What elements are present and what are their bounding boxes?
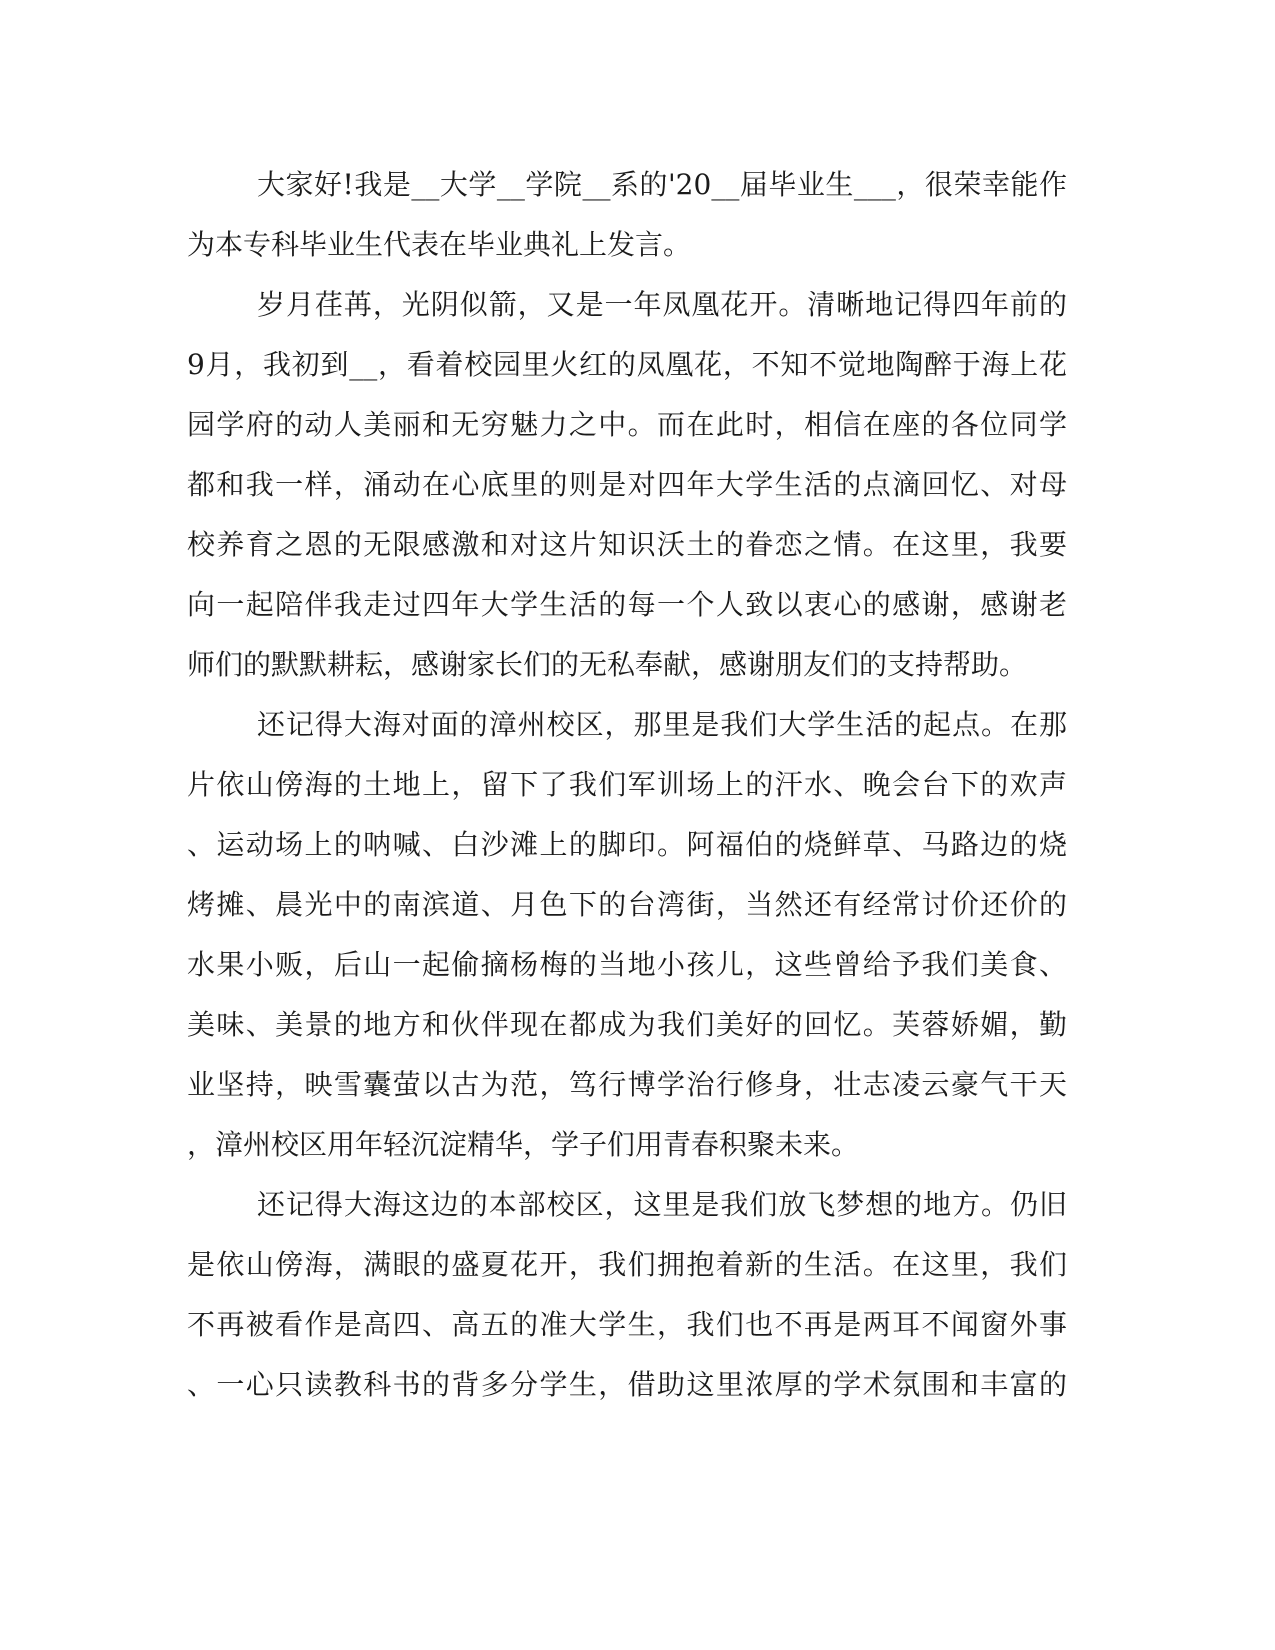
- paragraph-3-line-4: 烤摊、晨光中的南滨道、月色下的台湾街，当然还有经常讨价还价的: [187, 888, 1067, 921]
- body-text: [187, 155, 1067, 1415]
- paragraph-2-line-2: 9月，我初到__，看着校园里火红的凤凰花，不知不觉地陶醉于海上花: [187, 348, 1067, 381]
- paragraph-2-line-3: 园学府的动人美丽和无穷魅力之中。而在此时，相信在座的各位同学: [187, 408, 1067, 441]
- paragraph-2-line-1: 岁月荏苒，光阴似箭，又是一年凤凰花开。清晰地记得四年前的: [257, 288, 1067, 321]
- paragraph-4-line-1: 还记得大海这边的本部校区，这里是我们放飞梦想的地方。仍旧: [257, 1188, 1067, 1221]
- paragraph-1-line-2: 为本专科毕业生代表在毕业典礼上发言。: [187, 228, 692, 261]
- paragraph-3-line-6: 美味、美景的地方和伙伴现在都成为我们美好的回忆。芙蓉娇媚，勤: [187, 1008, 1067, 1041]
- paragraph-4-line-3: 不再被看作是高四、高五的准大学生，我们也不再是两耳不闻窗外事: [187, 1308, 1067, 1341]
- paragraph-2-line-7: 师们的默默耕耘，感谢家长们的无私奉献，感谢朋友们的支持帮助。: [187, 648, 1028, 681]
- paragraph-3-line-7: 业坚持，映雪囊萤以古为范，笃行博学治行修身，壮志凌云豪气干天: [187, 1068, 1067, 1101]
- paragraph-3-line-8: ，漳州校区用年轻沉淀精华，学子们用青春积聚未来。: [187, 1128, 860, 1161]
- paragraph-3-line-5: 水果小贩，后山一起偷摘杨梅的当地小孩儿，这些曾给予我们美食、: [187, 948, 1067, 981]
- paragraph-2-line-4: 都和我一样，涌动在心底里的则是对四年大学生活的点滴回忆、对母: [187, 468, 1067, 501]
- paragraph-3-line-1: 还记得大海对面的漳州校区，那里是我们大学生活的起点。在那: [257, 708, 1067, 741]
- paragraph-4-line-2: 是依山傍海，满眼的盛夏花开，我们拥抱着新的生活。在这里，我们: [187, 1248, 1067, 1281]
- paragraph-2-line-5: 校养育之恩的无限感激和对这片知识沃土的眷恋之情。在这里，我要: [187, 528, 1067, 561]
- paragraph-3-line-2: 片依山傍海的土地上，留下了我们军训场上的汗水、晚会台下的欢声: [187, 768, 1067, 801]
- paragraph-4-line-4: 、一心只读教科书的背多分学生，借助这里浓厚的学术氛围和丰富的: [187, 1368, 1067, 1401]
- paragraph-1-line-1: 大家好!我是__大学__学院__系的'20__届毕业生___，很荣幸能作: [257, 168, 1067, 201]
- paragraph-2-line-6: 向一起陪伴我走过四年大学生活的每一个人致以衷心的感谢，感谢老: [187, 588, 1067, 621]
- paragraph-3-line-3: 、运动场上的呐喊、白沙滩上的脚印。阿福伯的烧鲜草、马路边的烧: [187, 828, 1067, 861]
